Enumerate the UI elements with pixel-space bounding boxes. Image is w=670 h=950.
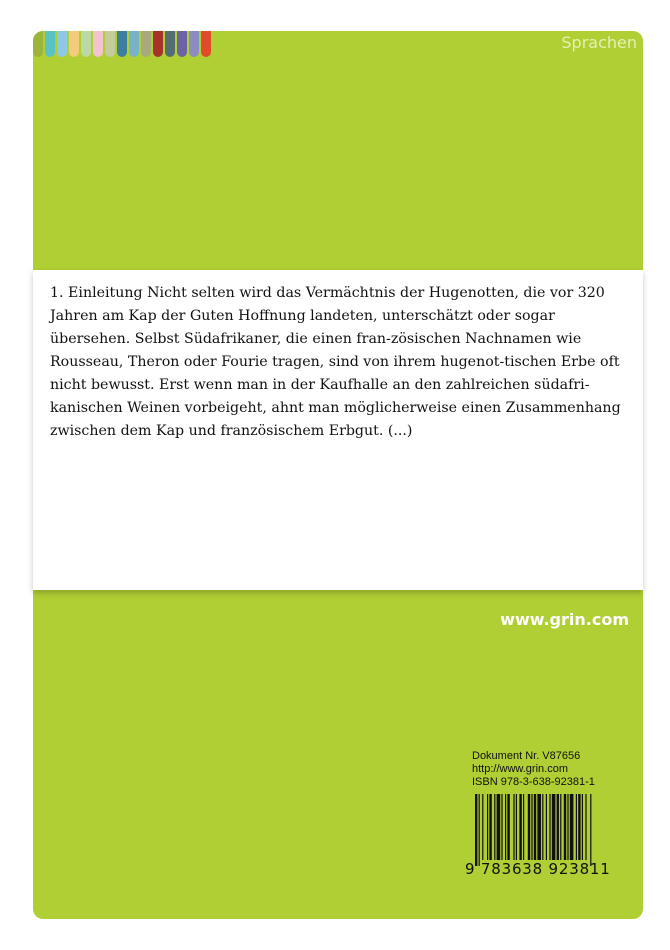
color-stripe <box>45 31 55 57</box>
color-stripe <box>129 31 139 57</box>
document-number: Dokument Nr. V87656 <box>472 750 581 762</box>
color-stripes <box>33 31 213 57</box>
isbn: ISBN 978-3-638-92381-1 <box>472 776 595 788</box>
abstract-text: 1. Einleitung Nicht selten wird das Vermächtnis der Hugenotten, die vor 320 Jahren am Kap der Guten Hoffnung landeten, unterschätzt oder sogar übersehen. Selbst Südafrikaner, die einen fran-zösischen Nachnamen wie Rousseau, Theron oder Fourie tragen, sind von ihrem hugenot-tischen Erbe oft nicht bewusst. Erst wenn man in der Kaufhalle an den zahlreichen südafri-kanischen Weinen vorbeigeht, ahnt man möglicherweise einen Zusammenhang zwischen dem Kap und französischem Erbgut. (...) <box>50 285 621 439</box>
color-stripe <box>201 31 211 57</box>
color-stripe <box>93 31 103 57</box>
color-stripe <box>153 31 163 57</box>
website-label: www.grin.com <box>500 610 629 629</box>
document-url: http://www.grin.com <box>472 763 568 775</box>
color-stripe <box>57 31 67 57</box>
barcode-digits: 9 783638 923811 <box>465 860 611 878</box>
color-stripe <box>81 31 91 57</box>
barcode-image <box>471 794 631 866</box>
color-stripe <box>105 31 115 57</box>
abstract-panel <box>33 270 643 590</box>
color-stripe <box>141 31 151 57</box>
category-label: Sprachen <box>561 33 637 52</box>
color-stripe <box>33 31 43 57</box>
color-stripe <box>189 31 199 57</box>
color-stripe <box>69 31 79 57</box>
color-stripe <box>177 31 187 57</box>
color-stripe <box>117 31 127 57</box>
document-info <box>472 750 595 789</box>
color-stripe <box>165 31 175 57</box>
